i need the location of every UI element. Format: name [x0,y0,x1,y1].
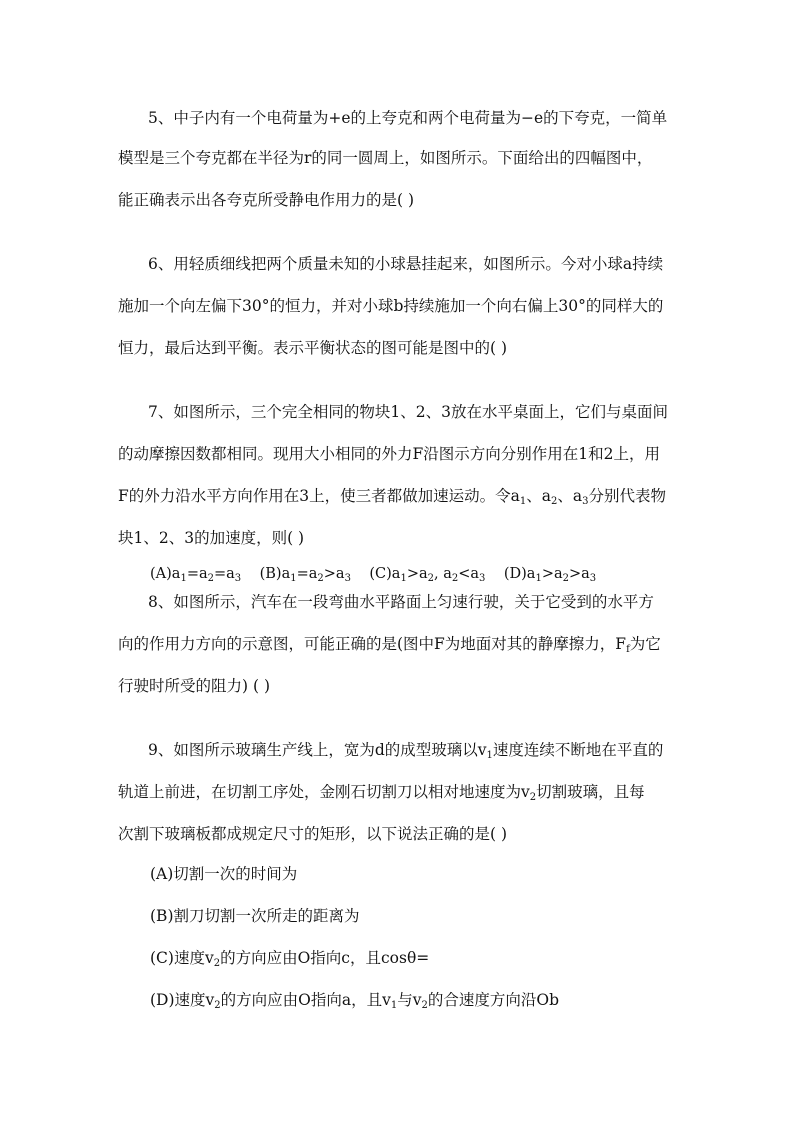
q7-line-3: F的外力沿水平方向作用在3上，使三者都做加速运动。令$a_1$、$a_2$、$a_3$分别代表物 [118,487,666,507]
q9-line-2: 轨道上前进，在切割工序处，金刚石切割刀以相对地速度为$v_2$切割玻璃，且每 [118,783,645,803]
q6-line-1: 6、用轻质细线把两个质量未知的小球悬挂起来，如图所示。今对小球a持续 [148,255,664,273]
q7-option-a: $(A)a_1=a_2=a_3$ [150,566,242,584]
q9-option-b: (B)割刀切割一次所走的距离为 [150,907,360,925]
q9-option-a: (A)切割一次的时间为 [150,865,298,883]
q5-line-3: 能正确表示出各夸克所受静电作用力的是( ) [118,191,415,209]
q6-line-2: 施加一个向左偏下30°的恒力，并对小球b持续施加一个向右偏上30°的同样大的 [118,297,664,315]
q7-line-1: 7、如图所示，三个完全相同的物块1、2、3放在水平桌面上，它们与桌面间 [148,403,668,421]
q9-line-1: 9、如图所示玻璃生产线上，宽为d的成型玻璃以$v_1$速度连续不断地在平直的 [148,741,664,761]
q6-line-3: 恒力，最后达到平衡。表示平衡状态的图可能是图中的( ) [118,339,508,357]
q8-line-2: 向的作用力方向的示意图，可能正确的是(图中F为地面对其的静摩擦力，$F_f$为它 [118,635,661,655]
q5-line-1: 5、中子内有一个电荷量为+e的上夸克和两个电荷量为−e的下夸克，一简单 [148,109,668,127]
q7-option-b: $(B)a_1=a_2>a_3$ [259,566,351,584]
q7-line-4: 块1、2、3的加速度，则( ) [118,529,305,547]
q7-line-2: 的动摩擦因数都相同。现用大小相同的外力F沿图示方向分别作用在1和2上，用 [118,445,660,463]
q7-options [150,564,710,584]
q7-option-d: $(D)a_1>a_2>a_3$ [503,566,597,584]
q7-option-c: $(C)a_1>a_2$, $a_2<a_3$ [369,566,486,584]
q8-line-1: 8、如图所示，汽车在一段弯曲水平路面上匀速行驶，关于它受到的水平方 [148,593,654,611]
q5-line-2: 模型是三个夸克都在半径为r的同一圆周上，如图所示。下面给出的四幅图中， [118,149,653,167]
q9-line-3: 次割下玻璃板都成规定尺寸的矩形，以下说法正确的是( ) [118,825,508,843]
q8-line-3: 行驶时所受的阻力) ( ) [118,677,270,695]
q9-option-d: (D)速度$v_2$的方向应由O指向a，且$v_1$与$v_2$的合速度方向沿Ob [150,991,560,1011]
q9-option-c: (C)速度$v_2$的方向应由O指向c，且cosθ= [150,949,430,969]
